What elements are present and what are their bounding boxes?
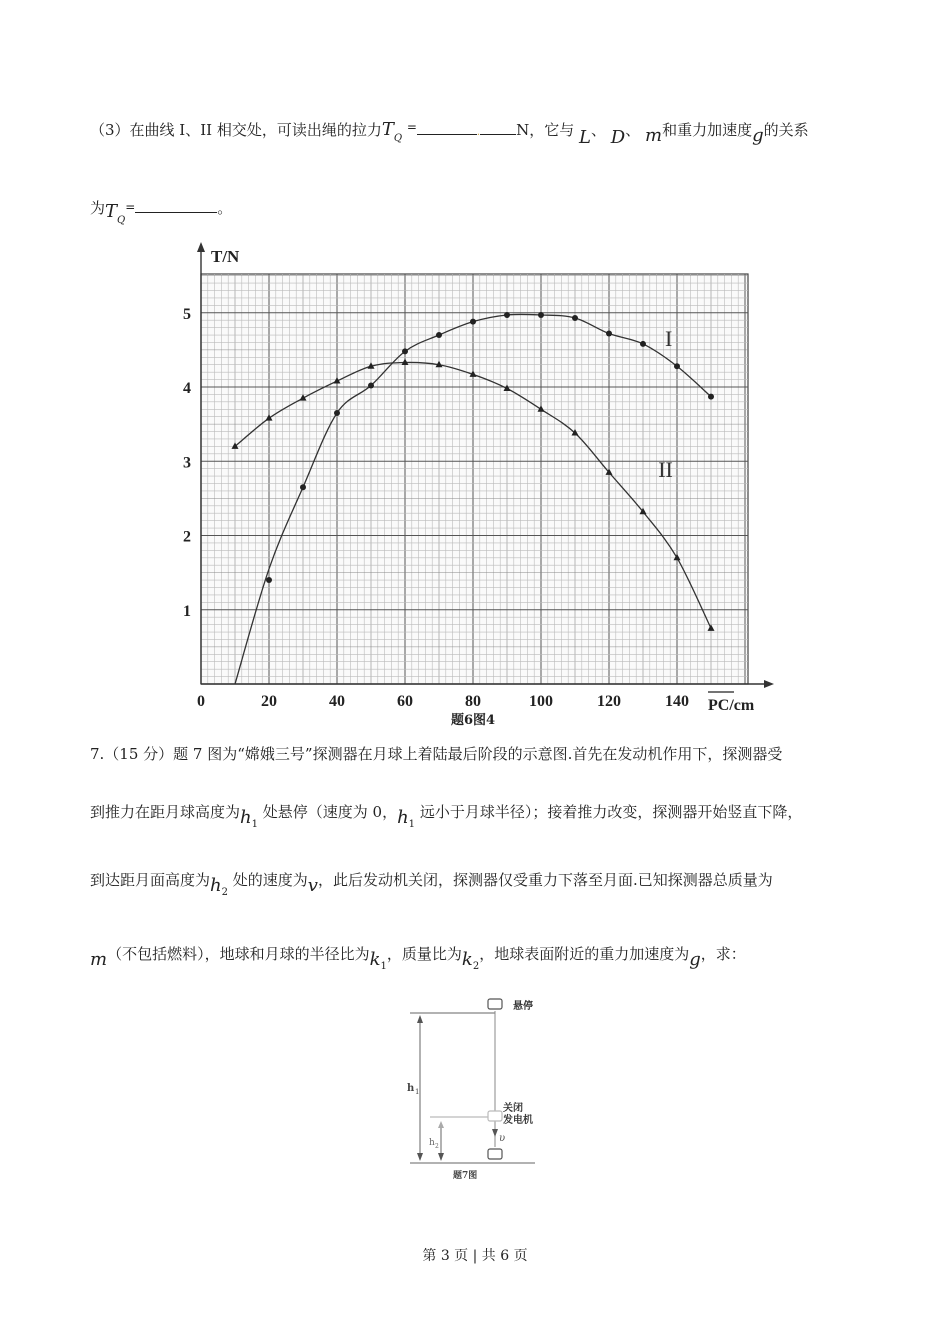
q7-text-4b: ，质量比为 xyxy=(386,945,462,963)
svg-text:20: 20 xyxy=(261,693,277,710)
svg-text:2: 2 xyxy=(183,528,191,546)
separator: 、 xyxy=(590,121,606,139)
label-h2-sub: 2 xyxy=(435,1143,439,1150)
svg-text:0: 0 xyxy=(197,693,205,710)
sub-1: 1 xyxy=(380,961,387,972)
n-suffix: N，它与 xyxy=(516,121,575,139)
q7-line1 xyxy=(90,744,782,764)
page-footer: 第 3 页 | 共 6 页 xyxy=(422,1248,528,1264)
mid-text: 和重力加速度 xyxy=(662,121,753,139)
svg-text:II: II xyxy=(658,456,673,482)
label-h1-sub: 1 xyxy=(415,1088,420,1096)
svg-text:5: 5 xyxy=(183,305,191,323)
svg-text:40: 40 xyxy=(329,693,345,710)
var-h1: h xyxy=(240,807,252,828)
svg-text:T/N: T/N xyxy=(211,247,240,266)
label-velocity: υ xyxy=(499,1133,506,1144)
label-engine: 发电机 xyxy=(503,1115,533,1126)
var-h1: h xyxy=(397,807,409,828)
q7-text-3c: ，此后发动机关闭，探测器仅受重力下落至月面.已知探测器总质量为 xyxy=(317,871,773,889)
var-Q-sub: Q xyxy=(117,215,126,226)
var-k1: k xyxy=(369,949,381,970)
tension-chart xyxy=(175,240,775,730)
var-g: g xyxy=(752,125,764,146)
var-k2: k xyxy=(461,949,473,970)
svg-text:1: 1 xyxy=(183,602,191,620)
var-L: L xyxy=(579,127,591,148)
label-h2: h xyxy=(429,1138,435,1148)
var-m: m xyxy=(645,125,663,146)
q7-text-2c: 远小于月球半径）；接着推力改变，探测器开始竖直下降， xyxy=(419,803,803,821)
q7-line3 xyxy=(90,870,773,898)
dot-mark: . xyxy=(476,127,481,138)
label-hover: 悬停 xyxy=(513,1001,533,1012)
q7-text-1: 7.（15 分）题 7 图为“嫦娥三号”探测器在月球上着陆最后阶段的示意图.首先在发动机作用下，探测器受 xyxy=(90,745,783,763)
equals: = xyxy=(406,120,417,134)
separator: 、 xyxy=(625,121,641,139)
sub-2: 2 xyxy=(472,961,480,972)
sub-1: 1 xyxy=(251,819,258,830)
svg-text:100: 100 xyxy=(529,693,553,710)
q7-text-4c: ，地球表面附近的重力加速度为 xyxy=(479,945,690,963)
q6-part3-line1 xyxy=(90,119,809,148)
tail-text: 的关系 xyxy=(763,121,809,139)
svg-text:4: 4 xyxy=(183,380,191,397)
q7-text-2b: 处悬停（速度为 0， xyxy=(262,803,398,821)
answer-blank-relation[interactable] xyxy=(135,198,217,213)
lander-diagram xyxy=(395,995,565,1185)
answer-blank-tension-2[interactable] xyxy=(480,120,516,135)
line2-prefix: 为 xyxy=(90,199,106,217)
svg-text:题6图4: 题6图4 xyxy=(450,713,496,728)
q7-line4 xyxy=(90,944,746,972)
q6-part3-prefix: （3）在曲线 I、II 相交处，可读出绳的拉力 xyxy=(90,121,382,139)
var-D: D xyxy=(610,127,626,148)
var-g: g xyxy=(689,949,701,970)
var-h2: h xyxy=(210,875,222,896)
svg-text:I: I xyxy=(665,325,673,351)
equals: = xyxy=(125,200,136,214)
q6-part3-line2 xyxy=(90,198,233,226)
label-close: 关闭 xyxy=(503,1103,523,1114)
svg-text:80: 80 xyxy=(465,693,481,710)
svg-text:PC/cm: PC/cm xyxy=(708,697,755,714)
var-Q-sub: Q xyxy=(393,133,403,144)
q7-text-3b: 处的速度为 xyxy=(232,871,308,889)
svg-text:60: 60 xyxy=(397,693,413,710)
period: 。 xyxy=(217,199,233,217)
svg-text:120: 120 xyxy=(597,693,621,710)
fig7-caption: 题7图 xyxy=(453,1171,478,1181)
q7-text-2a: 到推力在距月球高度为 xyxy=(90,803,241,821)
var-v: v xyxy=(307,875,318,896)
var-T: T xyxy=(105,201,118,222)
q7-text-4a: （不包括燃料），地球和月球的半径比为 xyxy=(107,945,370,963)
svg-text:140: 140 xyxy=(665,693,689,710)
svg-text:3: 3 xyxy=(183,454,191,472)
var-m: m xyxy=(90,949,108,970)
sub-1: 1 xyxy=(408,819,416,830)
q7-line2 xyxy=(90,802,803,830)
answer-blank-tension[interactable] xyxy=(417,120,477,135)
sub-2: 2 xyxy=(221,887,228,898)
q7-text-4d: ，求： xyxy=(700,945,746,963)
var-T: T xyxy=(381,119,394,140)
q7-text-3a: 到达距月面高度为 xyxy=(90,871,211,889)
label-h1: h xyxy=(407,1083,415,1094)
